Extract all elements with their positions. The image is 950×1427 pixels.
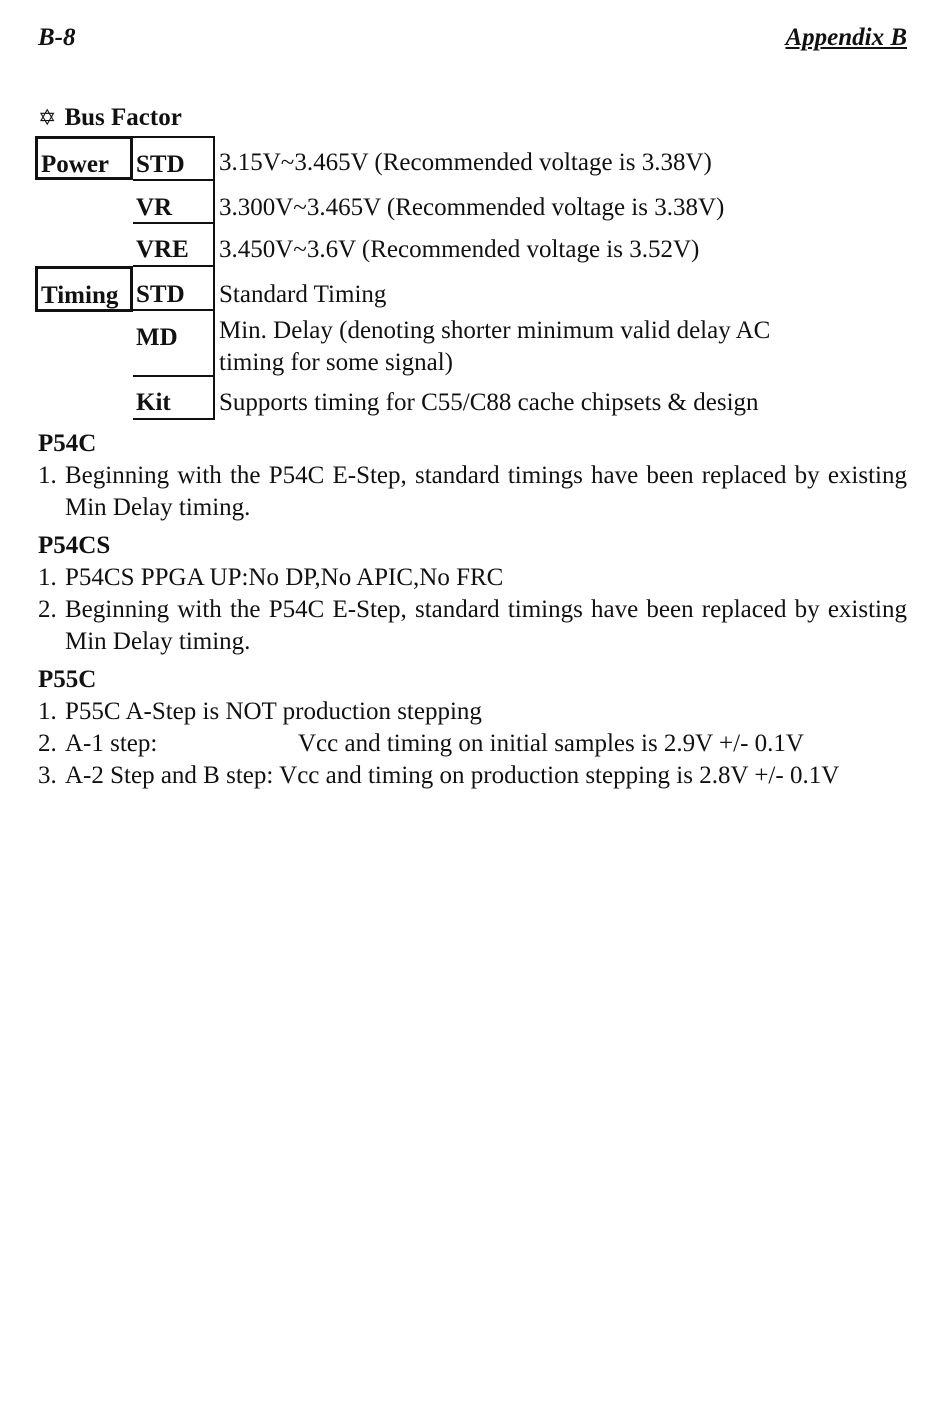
star-of-david-icon: ✡ xyxy=(38,105,57,130)
desc-timing-md: Min. Delay (denoting shorter minimum valid delay AC timing for some signal) xyxy=(219,317,771,376)
desc-power-vr: 3.300V~3.465V (Recommended voltage is 3.38V) xyxy=(219,194,725,221)
bus-factor-heading xyxy=(38,104,182,132)
processor-notes xyxy=(38,428,907,798)
item-number: 1. xyxy=(38,564,57,591)
item-label: A-2 Step and B step: xyxy=(65,762,274,789)
section-p55c xyxy=(38,664,907,792)
item-text: Beginning with the P54C E-Step, standard timings have been replaced by existing Min Delay timing. xyxy=(65,596,907,655)
item-text: P54CS PPGA UP:No DP,No APIC,No FRC xyxy=(65,564,504,591)
desc-timing-kit: Supports timing for C55/C88 cache chipsets & design xyxy=(219,389,759,416)
item-text: P55C A-Step is NOT production stepping xyxy=(65,698,482,725)
item-number: 1. xyxy=(38,698,57,725)
code-timing-md: MD xyxy=(133,311,215,377)
desc-power-vre: 3.450V~3.6V (Recommended voltage is 3.52V) xyxy=(219,236,700,263)
section-title: P55C xyxy=(38,666,97,693)
note-list xyxy=(38,562,907,658)
note-list xyxy=(38,696,907,792)
list-item xyxy=(38,696,907,728)
item-text: Vcc and timing on initial samples is 2.9V +/- 0.1V xyxy=(298,730,804,757)
item-number: 3. xyxy=(38,762,57,789)
section-title: P54C xyxy=(38,430,97,457)
category-timing: Timing xyxy=(35,266,133,312)
page-number: B-8 xyxy=(38,24,76,51)
chapter-title: Appendix B xyxy=(785,24,907,51)
item-number: 2. xyxy=(38,596,57,623)
desc-timing-std: Standard Timing xyxy=(219,281,387,308)
code-power-vr: VR xyxy=(133,181,215,224)
list-item xyxy=(38,728,907,760)
item-number: 1. xyxy=(38,462,57,489)
list-item xyxy=(38,760,907,792)
code-power-std: STD xyxy=(133,136,215,181)
code-power-vre: VRE xyxy=(133,224,215,267)
item-text: Beginning with the P54C E-Step, standard timings have been replaced by existing Min Delay timing. xyxy=(65,462,907,521)
list-item xyxy=(38,594,907,658)
section-p54c xyxy=(38,428,907,524)
code-timing-kit: Kit xyxy=(133,377,215,420)
desc-power-std: 3.15V~3.465V (Recommended voltage is 3.38V) xyxy=(219,149,712,176)
bus-factor-title: Bus Factor xyxy=(64,104,182,131)
list-item xyxy=(38,562,907,594)
item-label: A-1 step: xyxy=(65,730,158,757)
section-p54cs xyxy=(38,530,907,658)
section-title: P54CS xyxy=(38,532,111,559)
page-header xyxy=(38,24,907,58)
code-timing-std: STD xyxy=(133,267,215,311)
list-item xyxy=(38,460,907,524)
category-power: Power xyxy=(35,136,133,180)
item-number: 2. xyxy=(38,730,57,757)
note-list xyxy=(38,460,907,524)
item-text: Vcc and timing on production stepping is 2.8V +/- 0.1V xyxy=(279,762,840,789)
bus-factor-table xyxy=(35,136,915,420)
